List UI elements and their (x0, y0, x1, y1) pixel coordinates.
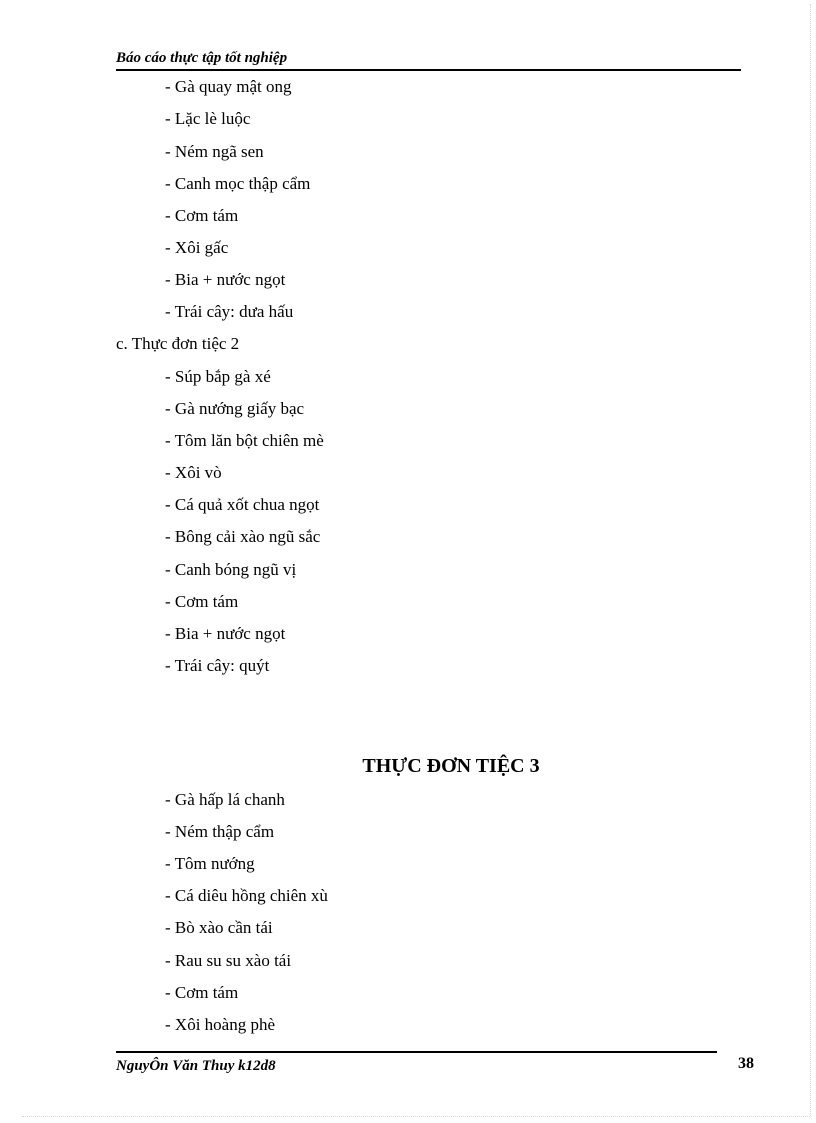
menu-c-item-3: - Tôm lăn bột chiên mè (165, 431, 324, 450)
menu-c-item-2: - Gà nướng giấy bạc (165, 399, 305, 418)
menu-c-item-1: - Súp bắp gà xé (165, 367, 271, 386)
page-edge-bottom (22, 1116, 810, 1117)
menu-c-item-10: - Trái cây: quýt (165, 656, 270, 675)
menu-b-item-5: - Cơm tám (165, 206, 239, 225)
menu-c-item-4: - Xôi vò (165, 463, 222, 482)
header-rule (116, 69, 741, 71)
menu-c-item-5: - Cá quả xốt chua ngọt (165, 495, 320, 514)
menu-b-item-4: - Canh mọc thập cẩm (165, 174, 311, 193)
menu-b-item-8: - Trái cây: dưa hấu (165, 302, 294, 321)
menu-3-item-3: - Tôm nướng (165, 854, 255, 873)
running-header-title: Báo cáo thực tập tốt nghiệp (116, 50, 288, 66)
menu-3-item-2: - Ném thập cẩm (165, 822, 275, 841)
menu-b-item-7: - Bia + nước ngọt (165, 270, 286, 289)
page-number: 38 (738, 1055, 754, 1072)
menu-3-item-1: - Gà hấp lá chanh (165, 790, 285, 809)
page-edge-right (810, 4, 811, 1116)
menu-b-item-1: - Gà quay mật ong (165, 77, 292, 96)
footer-author: NguyÔn Văn Thuy k12d8 (116, 1058, 276, 1074)
menu-3-item-5: - Bò xào cần tái (165, 918, 273, 937)
menu-c-item-8: - Cơm tám (165, 592, 239, 611)
footer-rule (116, 1051, 717, 1053)
menu-b-item-3: - Ném ngã sen (165, 142, 264, 161)
menu-b-item-2: - Lặc lè luộc (165, 109, 251, 128)
menu-3-item-4: - Cá diêu hồng chiên xù (165, 886, 328, 905)
menu-b-item-6: - Xôi gấc (165, 238, 229, 257)
menu-c-item-6: - Bông cải xào ngũ sắc (165, 527, 321, 546)
menu-3-item-7: - Cơm tám (165, 983, 239, 1002)
menu-c-item-9: - Bia + nước ngọt (165, 624, 286, 643)
menu-3-item-6: - Rau su su xào tái (165, 951, 292, 970)
section-c-label: c. Thực đơn tiệc 2 (116, 334, 240, 353)
menu-3-title: THỰC ĐƠN TIỆC 3 (362, 755, 540, 777)
menu-3-item-8: - Xôi hoàng phè (165, 1015, 276, 1034)
menu-c-item-7: - Canh bóng ngũ vị (165, 560, 297, 579)
